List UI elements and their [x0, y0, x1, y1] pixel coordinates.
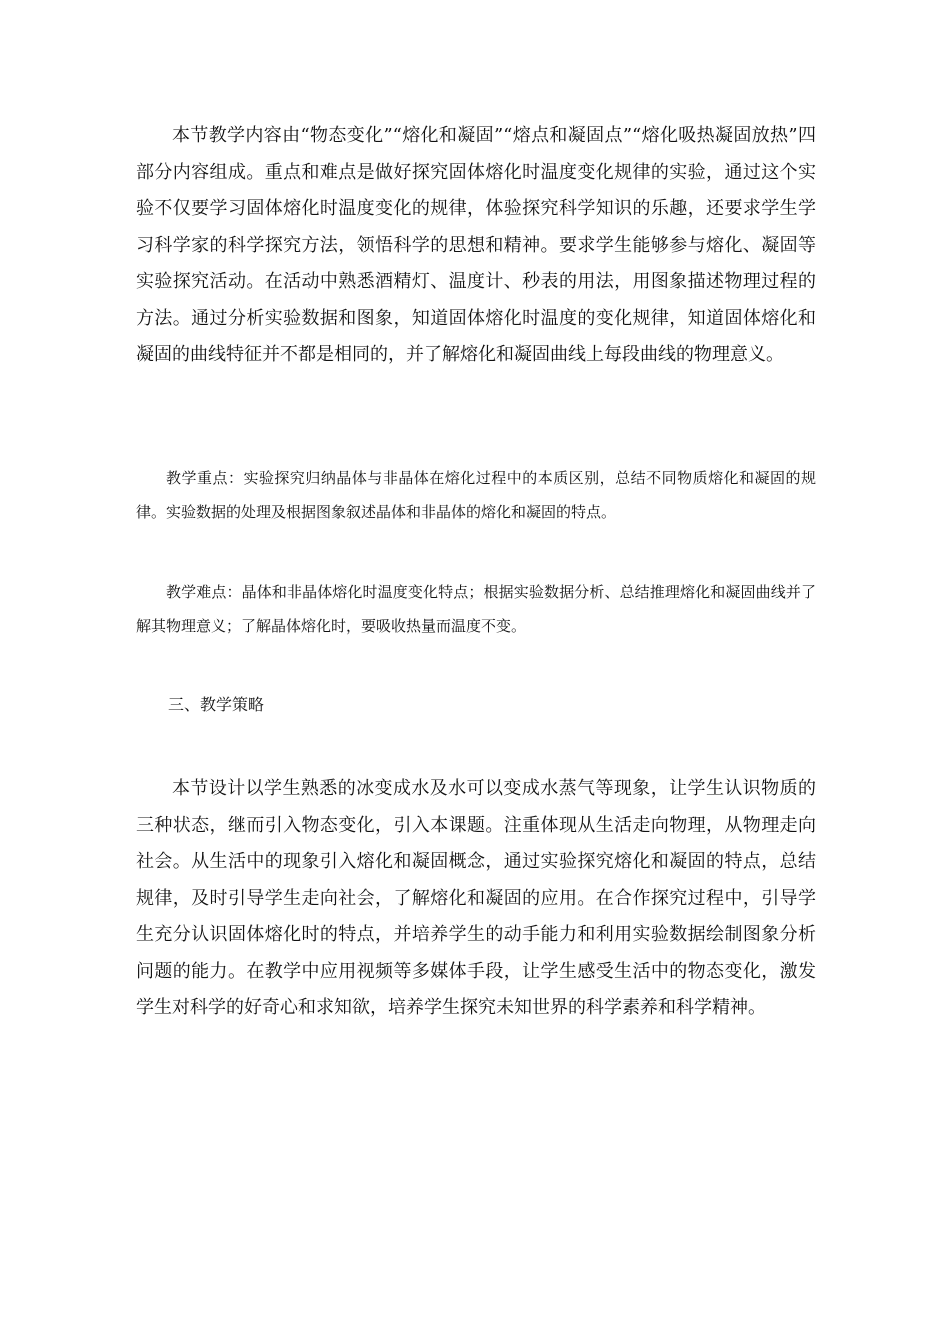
strategy-paragraph: 本节设计以学生熟悉的冰变成水及水可以变成水蒸气等现象，让学生认识物质的三种状态，继而引入物态变化，引入本课题。注重体现从生活走向物理，从物理走向社会。从生活中的现象引入熔化和凝固概念，通过实验探究熔化和凝固的特点，总结规律，及时引导学生走向社会，了解熔化和凝固的应用。在合作探究过程中，引导学生充分认识固体熔化时的特点，并培养学生的动手能力和利用实验数据绘制图象分析问题的能力。在教学中应用视频等多媒体手段，让学生感受生活中的物态变化，激发学生对科学的好奇心和求知欲，培养学生探究未知世界的科学素养和科学精神。: [136, 778, 816, 1018]
section-heading: 三、教学策略: [168, 695, 265, 714]
key-points-paragraph: 教学重点：实验探究归纳晶体与非晶体在熔化过程中的本质区别，总结不同物质熔化和凝固的规律。实验数据的处理及根据图象叙述晶体和非晶体的熔化和凝固的特点。: [136, 469, 816, 521]
intro-paragraph: 本节教学内容由“物态变化”“熔化和凝固”“熔点和凝固点”“熔化吸热凝固放热”四部分内容组成。重点和难点是做好探究固体熔化时温度变化规律的实验，通过这个实验不仅要学习固体熔化时温度变化的规律，体验探究科学知识的乐趣，还要求学生学习科学家的科学探究方法，领悟科学的思想和精神。要求学生能够参与熔化、凝固等实验探究活动。在活动中熟悉酒精灯、温度计、秒表的用法，用图象描述物理过程的方法。通过分析实验数据和图象，知道固体熔化时温度的变化规律，知道固体熔化和凝固的曲线特征并不都是相同的，并了解熔化和凝固曲线上每段曲线的物理意义。: [136, 125, 816, 365]
difficult-points-paragraph: 教学难点：晶体和非晶体熔化时温度变化特点；根据实验数据分析、总结推理熔化和凝固曲线并了解其物理意义；了解晶体熔化时，要吸收热量而温度不变。: [136, 583, 816, 635]
